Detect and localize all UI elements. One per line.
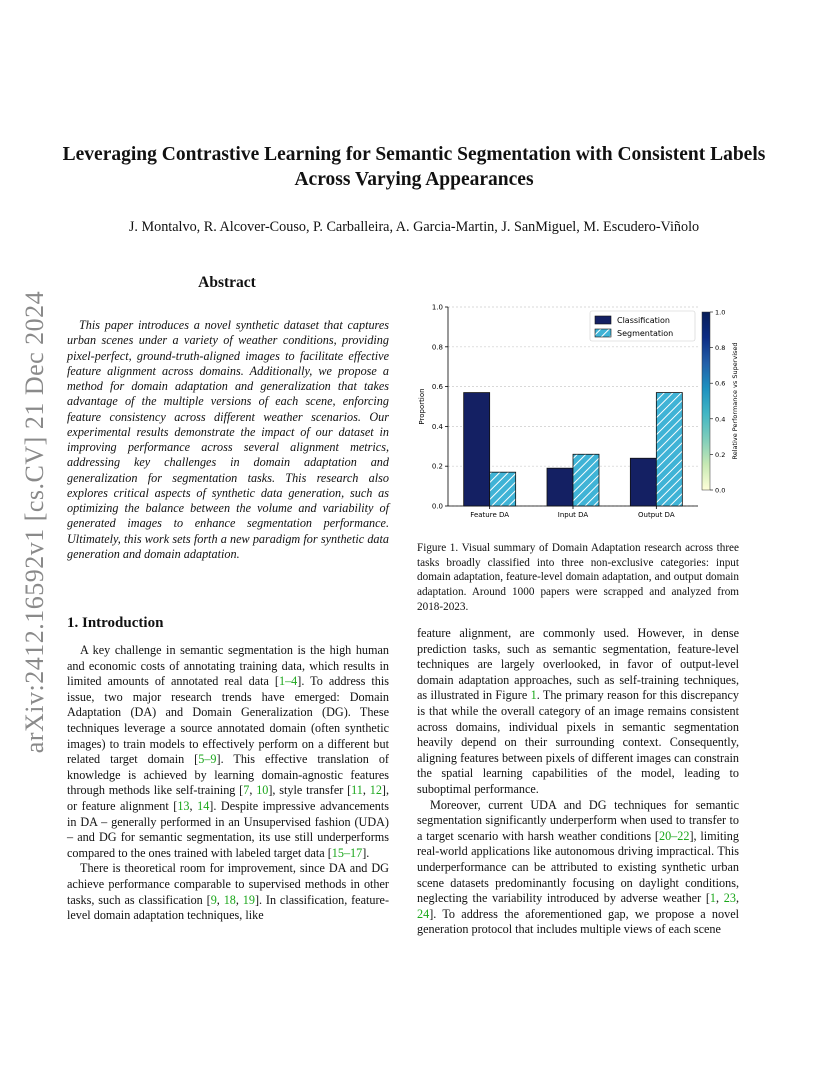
bar-classification-2 [547,468,573,506]
arxiv-id: arXiv:2412.16592v1 [cs.CV] 21 Dec 2024 [20,290,49,754]
citation-link[interactable]: 24 [417,906,430,921]
paragraph-text: . The primary reason for this discrepancy is that while the overall category of an image remains consistent across domains, individual pixels in semantic segmentation heavily depend on their surrounding context. Consequently, aligning features between pixels of different images can constrain the spatial learning capabilities of the model, leading to suboptimal performance. [417,688,739,796]
bar-classification-3 [630,458,656,506]
paragraph-text: ]. To address the aforementioned gap, we propose a novel generation protocol that includes multiple views of each scene [417,906,739,937]
paragraph-text: ], or feature alignment [ [67,783,390,813]
citation-link[interactable]: 9 [210,892,217,907]
colorbar-tick-label: 0.6 [715,379,726,388]
citation-link[interactable]: 11 [351,783,363,798]
paragraph-text: feature alignment, are commonly used. However, in dense prediction tasks, such as semantic segmentation, feature-level techniques are largely overlooked, in favor of output-level domain adaptation approaches, such as self-training techniques, as illustrated in Figure [417,626,739,703]
paragraph-text: , [362,783,370,798]
paragraph-text: There is theoretical room for improvement, since DA and DG achieve performance comparable to supervised methods in other tasks, such as classification [ [67,861,389,907]
colorbar [702,312,710,490]
y-tick-label: 1.0 [431,303,443,312]
bar-segmentation-1 [490,472,516,506]
citation-link[interactable]: 10 [256,783,269,798]
bar-segmentation-3 [656,393,682,506]
paragraph-text: , [235,892,243,907]
x-tick-label: Input DA [557,511,589,519]
paragraph-text: ], limiting real-world applications like autonomous driving impractical. This underperformance can be attributed to existing synthetic urban scene datasets predominantly focusing on daylight conditions, neglecting the variability introduced by adverse weather [ [417,828,739,906]
legend-swatch [595,316,611,324]
intro-paragraph-1 [67,643,389,861]
paragraph-text: ]. [362,845,370,860]
citation-link[interactable]: 20–22 [658,828,690,843]
citation-link[interactable]: 15–17 [331,845,363,860]
bar-segmentation-2 [573,454,599,506]
colorbar-label: Relative Performance vs Supervised [731,342,739,460]
paragraph-text: ]. This effective translation of knowledge is achieved by learning domain-agnostic features through methods like self-training [ [67,752,389,798]
legend-label: Segmentation [617,329,674,338]
arxiv-watermark [18,282,52,762]
figure-1-caption: Figure 1. Visual summary of Domain Adaptation research across three tasks broadly classified into three non-exclusive categories: input domain adaptation, feature-level domain adaptation, and output domain adaptation. Around 1000 papers were scrapped and analyzed from 2018-2023. [417,542,739,613]
x-tick-label: Feature DA [470,511,510,519]
paragraph-text: , [735,891,740,906]
paragraph-text: ]. In classification, feature-level domain adaptation techniques, like [67,892,390,923]
legend-label: Classification [617,316,670,325]
paragraph-text: ]. To address this issue, two major research trends have emerged: Domain Adaptation (DA) and Domain Generalization (DG). These techniques leverage a source annotated domain (often synthetic images) to train models to effectively perform on a different but related target domain [ [67,674,389,767]
colorbar-tick-label: 0.8 [715,344,726,353]
y-tick-label: 0.2 [431,462,443,471]
author-list: J. Montalvo, R. Alcover-Couso, P. Carballeira, A. Garcia-Martin, J. SanMiguel, M. Escudero-Viñolo [128,219,700,235]
paragraph-text: Moreover, current UDA and DG techniques for semantic segmentation significantly underperform when used to transfer to a target scenario with harsh weather conditions [ [417,797,739,843]
paragraph-text: , [249,783,257,798]
y-tick-label: 0.8 [431,343,443,352]
y-tick-label: 0.4 [431,422,443,431]
introduction-heading: 1. Introduction [67,615,164,631]
right-column-body [417,626,739,938]
citation-link[interactable]: 13 [177,798,190,813]
paragraph-text: ], style transfer [ [268,783,352,798]
citation-link[interactable]: 23 [723,891,736,906]
bar-classification-1 [464,393,490,506]
y-tick-label: 0.0 [431,502,443,511]
abstract-text: This paper introduces a novel synthetic dataset that captures urban scenes under a variety of weather conditions, providing pixel-perfect, ground-truth-aligned images to facilitate effective feature alignment across domains. Additionally, we propose a method for domain adaptation and generalization that takes advantage of the multiple versions of each scene, enforcing feature consistency across different weather scenarios. Our experimental results demonstrate the impact of our dataset in improving performance across several alignment metrics, addressing key challenges in domain adaptation and generalization for segmentation tasks. This research also explores critical aspects of synthetic data generation, such as optimizing the balance between the volume and variability of generated images to enhance segmentation performance. Ultimately, this work sets forth a new paradigm for synthetic data generation and domain adaptation. [67,318,389,561]
paragraph-text: , [716,891,724,906]
citation-link[interactable]: 14 [197,798,210,813]
citation-link[interactable]: 1 [709,891,717,906]
colorbar-tick-label: 1.0 [715,308,726,317]
y-tick-label: 0.6 [431,383,443,392]
paragraph-text: A key challenge in semantic segmentation is the high human and economic costs of annotating training data, which results in limited amounts of annotated real data [ [67,643,389,689]
citation-link[interactable]: 5–9 [198,752,217,767]
colorbar-tick-label: 0.0 [715,486,726,495]
citation-link[interactable]: 1 [530,688,537,703]
citation-link[interactable]: 12 [369,783,382,798]
x-tick-label: Output DA [638,511,675,519]
col2-paragraph-2 [417,798,739,938]
y-axis-label: Proportion [418,388,426,425]
abstract-heading: Abstract [198,274,256,291]
citation-link[interactable]: 7 [243,783,250,798]
left-column-body [67,643,389,924]
legend-swatch [595,329,611,337]
citation-link[interactable]: 1–4 [278,674,298,689]
colorbar-tick-label: 0.2 [715,450,726,459]
colorbar-tick-label: 0.4 [715,415,726,424]
figure-1-chart [410,290,750,530]
paragraph-text: , [216,892,224,907]
citation-link[interactable]: 19 [242,892,255,907]
paper-title: Leveraging Contrastive Learning for Semantic Segmentation with Consistent Labels Across Varying Appearances [62,144,766,190]
paragraph-text: ]. Despite impressive advancements in DA – generally performed in an Unsupervised fashion (UDA) – and DG for semantic segmentation, its use still underperforms compared to the ones trained with labeled target data [ [67,798,390,860]
paragraph-text: , [189,798,198,813]
intro-paragraph-2 [67,861,389,923]
bar-chart-svg [410,290,750,530]
citation-link[interactable]: 18 [223,892,236,907]
col2-paragraph-1 [417,626,739,798]
